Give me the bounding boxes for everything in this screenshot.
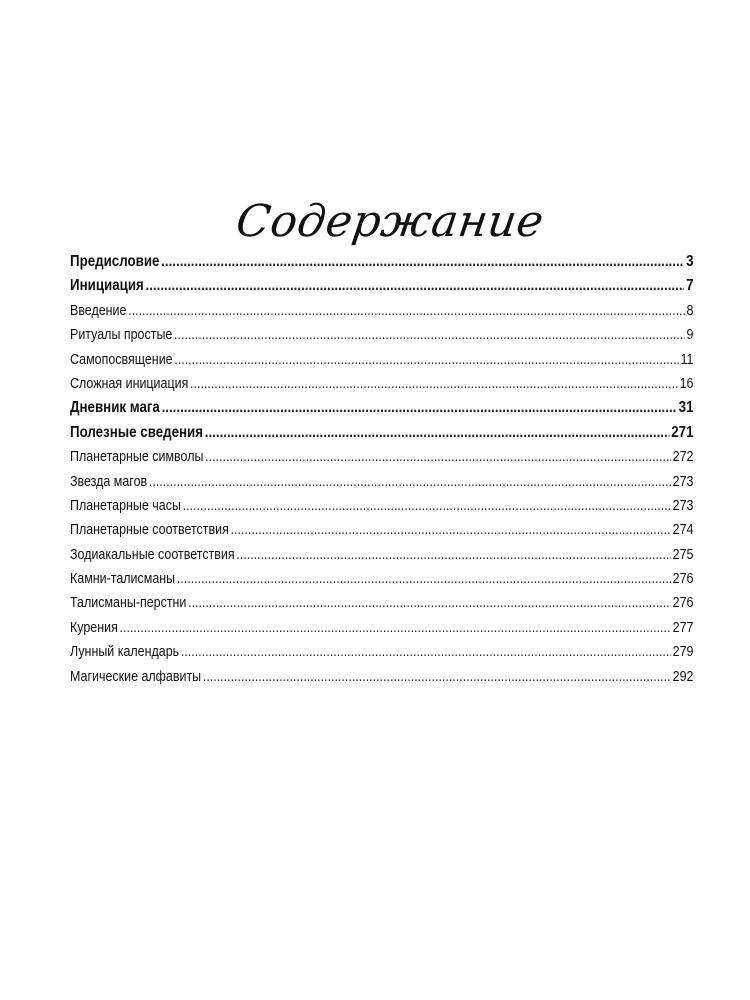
toc-entry [70, 494, 694, 518]
toc-entry-label: Введение [70, 302, 127, 319]
toc-entry-label: Самопосвящение [70, 351, 173, 368]
table-of-contents [70, 250, 694, 689]
dot-leader [190, 372, 678, 396]
toc-entry [70, 518, 694, 542]
toc-entry-page: 8 [686, 302, 694, 319]
toc-entry-page: 271 [671, 423, 694, 441]
toc-entry [70, 470, 694, 494]
toc-entry-page: 31 [678, 399, 694, 417]
dot-leader [174, 348, 679, 372]
dot-leader [128, 299, 685, 323]
toc-entry-page: 11 [680, 351, 694, 368]
dot-leader [181, 640, 671, 664]
toc-entry-page: 279 [672, 644, 694, 661]
toc-entry-page: 273 [672, 497, 694, 514]
dot-leader [183, 494, 671, 518]
dot-leader [236, 543, 671, 567]
toc-entry-label: Полезные сведения [70, 423, 204, 441]
toc-entry [70, 421, 694, 445]
toc-entry-label: Камни-талисманы [70, 571, 176, 588]
toc-entry-label: Планетарные соответствия [70, 522, 229, 539]
toc-entry [70, 640, 694, 664]
toc-entry-label: Инициация [70, 277, 144, 295]
toc-entry-page: 9 [686, 327, 694, 344]
toc-entry-label: Сложная инициация [70, 375, 189, 392]
dot-leader [177, 567, 671, 591]
toc-entry-label: Дневник мага [70, 399, 160, 417]
toc-entry-label: Магические алфавиты [70, 668, 202, 685]
page-title: Содержание [232, 196, 548, 247]
dot-leader [188, 591, 671, 615]
dot-leader [161, 250, 684, 274]
toc-entry-page: 3 [686, 253, 694, 270]
toc-entry-page: 16 [679, 375, 694, 392]
toc-entry-label: Планетарные символы [70, 449, 204, 466]
toc-entry-label: Планетарные часы [70, 497, 181, 514]
toc-entry [70, 372, 694, 396]
dot-leader [149, 470, 671, 494]
toc-entry [70, 299, 694, 323]
toc-entry-page: 275 [672, 546, 694, 563]
dot-leader [203, 665, 671, 689]
toc-entry [70, 665, 694, 689]
toc-entry-label: Предисловие [70, 253, 160, 270]
toc-entry-page: 272 [672, 449, 694, 466]
dot-leader [120, 616, 671, 640]
dot-leader [174, 323, 685, 347]
toc-entry-page: 292 [672, 668, 694, 685]
dot-leader [162, 396, 677, 420]
toc-entry [70, 616, 694, 640]
dot-leader [205, 421, 670, 445]
toc-entry [70, 591, 694, 615]
toc-entry-label: Курения [70, 619, 118, 636]
toc-entry-label: Талисманы-перстни [70, 595, 187, 612]
toc-entry-label: Зодиакальные соответствия [70, 546, 235, 563]
toc-entry [70, 396, 694, 420]
dot-leader [231, 518, 671, 542]
toc-entry [70, 543, 694, 567]
dot-leader [205, 445, 671, 469]
toc-entry [70, 348, 694, 372]
toc-entry-label: Лунный календарь [70, 644, 180, 661]
toc-entry-label: Ритуалы простые [70, 327, 173, 344]
toc-entry [70, 250, 694, 274]
toc-entry [70, 323, 694, 347]
toc-entry-page: 277 [672, 619, 694, 636]
dot-leader [146, 274, 685, 298]
toc-entry [70, 274, 694, 298]
toc-entry-page: 276 [672, 595, 694, 612]
toc-entry-page: 7 [686, 277, 694, 295]
toc-entry [70, 445, 694, 469]
toc-entry [70, 567, 694, 591]
toc-entry-page: 273 [672, 473, 694, 490]
toc-entry-page: 276 [672, 571, 694, 588]
toc-entry-page: 274 [672, 522, 694, 539]
toc-entry-label: Звезда магов [70, 473, 148, 490]
